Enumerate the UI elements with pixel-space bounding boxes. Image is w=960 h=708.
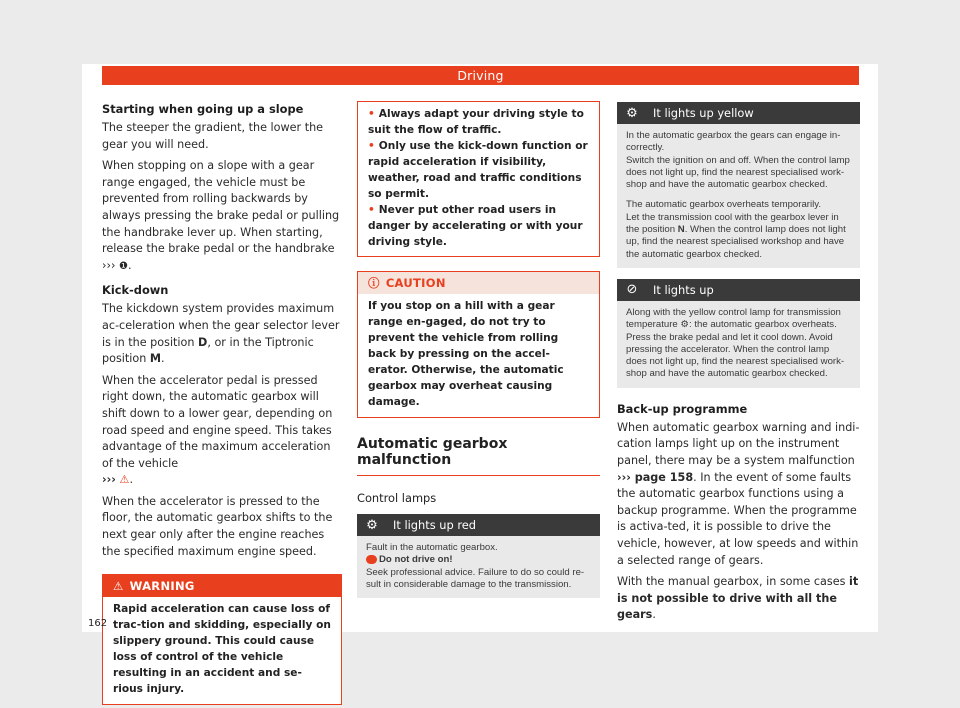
bullet-item: • Always adapt your driving style to suit the flow of traffic.: [368, 108, 584, 136]
column-left: [102, 98, 342, 705]
warning-triangle-icon: ⚠: [113, 579, 124, 594]
lamp-red-body: Fault in the automatic gearbox. Do not drive on! Seek professional advice. Failure to do so could re-sult in considerable damage to the transmission.: [357, 536, 600, 598]
page-link[interactable]: ››› page 158: [617, 470, 694, 484]
warning-header: ⚠ WARNING: [103, 575, 341, 597]
paragraph: When the accelerator is pressed to the floor, the automatic gearbox shifts to the next gear only after the engine reaches the specified maximum engine speed.: [102, 494, 333, 558]
paragraph: When the accelerator pedal is pressed right down, the automatic gearbox will shift down to a lower gear, depending on road speed and engine speed. This takes advantage of the maximum acceleration of the vehicle ››› ⚠.: [102, 373, 333, 487]
column-right: [617, 102, 860, 629]
gear-warning-icon: ⚙: [680, 319, 690, 331]
warning-box: [102, 574, 342, 705]
paragraph: The kickdown system provides maximum ac-celeration when the gear selector lever is in the position D, or in the Tiptronic position M.: [102, 302, 340, 366]
lamp-lights-body: Along with the yellow control lamp for transmission temperature ⚙: the automatic gearbox overheats. Press the brake pedal and let it cool down. Avoid pressing the accelerator. When the control lamp does not light up, find the nearest specialised work-shop and have the automatic gearbox checked.: [617, 301, 860, 388]
lamp-yellow-header: ⚙ It lights up yellow: [617, 102, 860, 124]
warning-bullets: [357, 101, 600, 257]
caution-box: [357, 271, 600, 418]
paragraph: When stopping on a slope with a gear range engaged, the vehicle must be prevented from rolling backwards by always pressing the brake pedal or pulling the handbrake lever up. When starting, release the brake pedal or the handbrake ››› ❶.: [102, 159, 340, 272]
lamp-yellow-body: In the automatic gearbox the gears can engage in-correctly. Switch the ignition on and off. When the control lamp does not light up, find the nearest specialised work-shop and have the automatic gearbox checked. The automatic gearbox overheats temporarily. Let the transmission cool with the gearbox lever in the position N. When the control lamp does not light up, find the nearest specialised workshop and have the automatic gearbox checked.: [617, 124, 860, 268]
page-number: 162: [88, 618, 108, 629]
heading-backup: Back-up programme: [617, 401, 748, 416]
heading-starting-slope: Starting when going up a slope: [102, 102, 304, 116]
note-1-icon: ❶: [118, 260, 128, 272]
lamp-red-header: ⚙ It lights up red: [357, 514, 600, 536]
paragraph: With the manual gearbox, in some cases it is not possible to drive with all the gears.: [617, 575, 859, 622]
heading-control-lamps: Control lamps: [357, 491, 437, 505]
paragraph: When automatic gearbox warning and indi-cation lamps light up on the instrument panel, there may be a system malfunction ››› page 158. In the event of some faults the automatic gearbox functions using a backup programme. When the programme is activa-ted, it is possible to drive the vehicle, however, at low speeds and within a selected range of gears.: [617, 420, 860, 567]
paragraph: The steeper the gradient, the lower the gear you will need.: [102, 121, 324, 151]
bullet-item: • Only use the kick-down function or rapid acceleration if visibility, weather, road and traffic conditions so permit.: [368, 140, 588, 200]
caution-header: ⓘ CAUTION: [358, 272, 599, 294]
caution-circle-icon: ⓘ: [368, 276, 380, 290]
heading-kick-down: Kick-down: [102, 283, 169, 298]
gear-warning-icon: ⚙: [366, 517, 378, 533]
column-middle: [357, 101, 600, 598]
bullet-item: • Never put other road users in danger by accelerating or with your driving style.: [368, 204, 583, 248]
section-title: Automatic gearbox malfunction: [357, 436, 600, 476]
transmission-temp-icon: ⊘: [626, 282, 638, 298]
warning-triangle-icon: ⚠: [119, 473, 130, 487]
warning-text: Rapid acceleration can cause loss of trac-tion and skidding, especially on slippery ground. This could cause loss of control of the vehicle resulting in an accident and se-rious injury.: [113, 603, 331, 696]
caution-text: If you stop on a hill with a gear range en-gaged, do not try to prevent the vehicle from rolling back by pressing on the accel-erator. Otherwise, the automatic gearbox may overheat causing damage.: [368, 300, 564, 408]
section-header: Driving: [102, 66, 859, 85]
red-lamp-icon: [366, 555, 377, 564]
lamp-lights-header: ⊘ It lights up: [617, 279, 860, 301]
gear-warning-icon: ⚙: [626, 105, 638, 121]
